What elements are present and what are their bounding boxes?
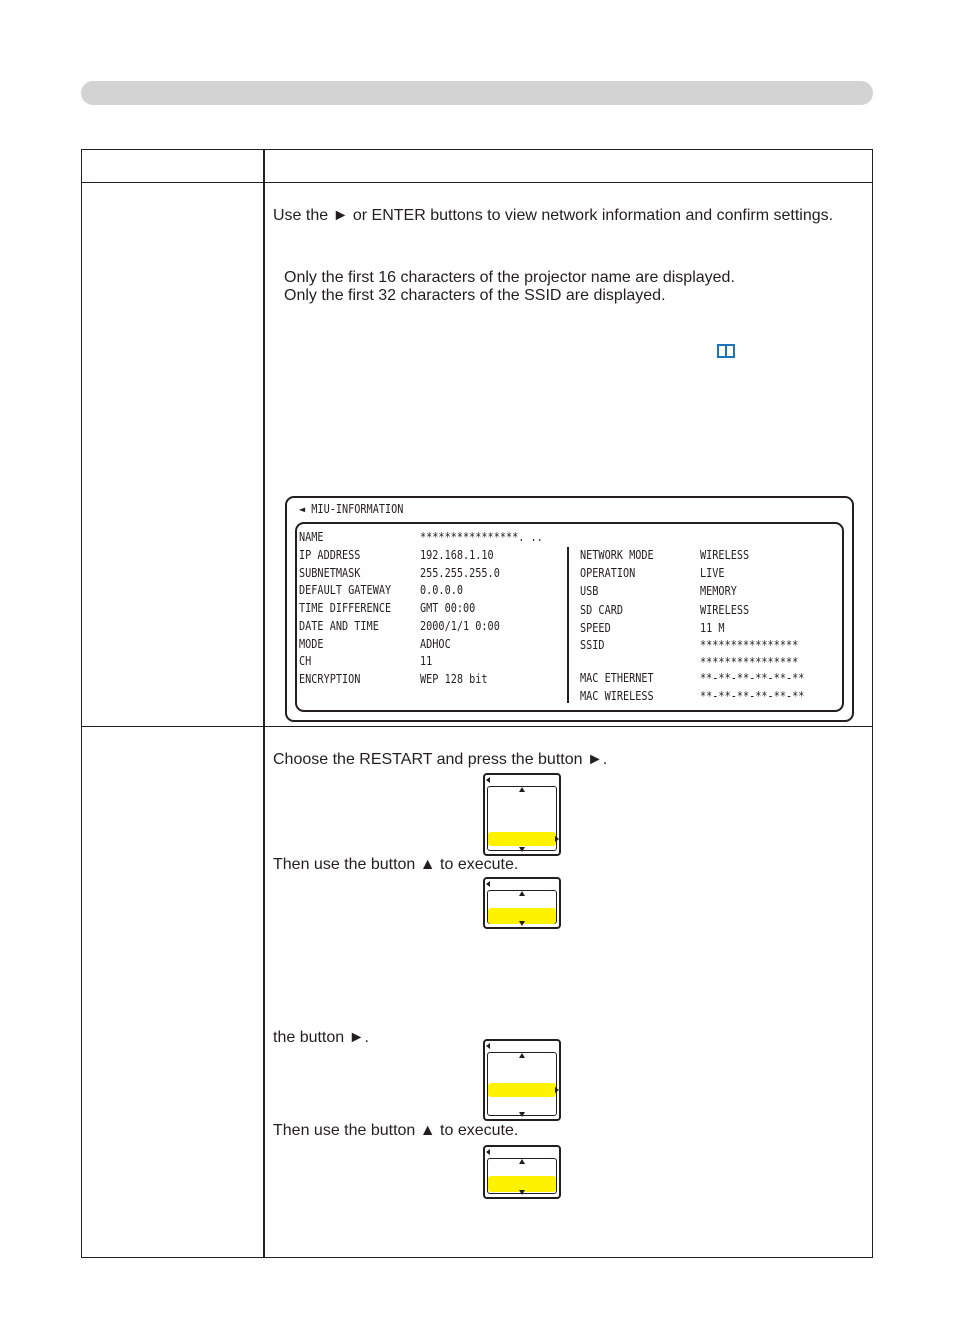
- osd-value: **-**-**-**-**-**: [700, 689, 805, 703]
- osd-label: DATE AND TIME: [299, 619, 379, 633]
- osd-value: WIRELESS: [700, 603, 750, 617]
- osd-label: MAC ETHERNET: [580, 671, 654, 685]
- osd-value: ****************: [700, 638, 799, 652]
- reset-step2-text: Then use the button ▲ to execute.: [273, 1122, 519, 1139]
- reset-execute-thumbnail: [483, 1145, 561, 1199]
- factory-reset-step-text: the button ►.: [273, 1029, 369, 1046]
- osd-value: ****************: [700, 655, 799, 669]
- arrow-down-icon: [519, 847, 525, 852]
- osd-title: ◄ MIU-INFORMATION: [299, 502, 404, 516]
- restart-step1-text: Choose the RESTART and press the button ►.: [273, 751, 608, 768]
- restart-execute-thumbnail: [483, 877, 561, 929]
- osd-label: OPERATION: [580, 566, 636, 580]
- osd-label: NETWORK MODE: [580, 548, 654, 562]
- osd-value: GMT 00:00: [420, 601, 476, 615]
- osd-value: 0.0.0.0: [420, 583, 463, 597]
- arrow-left-icon: [486, 1043, 490, 1049]
- osd-value: LIVE: [700, 566, 725, 580]
- osd-label: ENCRYPTION: [299, 672, 361, 686]
- osd-label: SD CARD: [580, 603, 623, 617]
- arrow-down-icon: [519, 1112, 525, 1117]
- osd-label: USB: [580, 584, 599, 598]
- arrow-down-icon: [519, 1190, 525, 1195]
- arrow-left-icon: [486, 881, 490, 887]
- arrow-up-icon: [519, 891, 525, 896]
- osd-value: WIRELESS: [700, 548, 750, 562]
- table-header-divider: [81, 182, 873, 183]
- restart-step2-text: Then use the button ▲ to execute.: [273, 856, 519, 873]
- osd-label: TIME DIFFERENCE: [299, 601, 392, 615]
- osd-value: ADHOC: [420, 637, 451, 651]
- book-icon: [716, 343, 736, 359]
- reset-menu-thumbnail: [483, 1039, 561, 1121]
- osd-value: 192.168.1.10: [420, 548, 494, 562]
- osd-label: NAME: [299, 530, 324, 544]
- osd-value: 11: [420, 654, 433, 668]
- arrow-down-icon: [519, 921, 525, 926]
- osd-value: 2000/1/1 0:00: [420, 619, 500, 633]
- osd-label: MAC WIRELESS: [580, 689, 654, 703]
- osd-label: SUBNETMASK: [299, 566, 361, 580]
- osd-label: IP ADDRESS: [299, 548, 361, 562]
- osd-value: **-**-**-**-**-**: [700, 671, 805, 685]
- arrow-up-icon: [519, 1053, 525, 1058]
- osd-label: SSID: [580, 638, 605, 652]
- osd-label: DEFAULT GATEWAY: [299, 583, 392, 597]
- osd-value: ****************. ..: [420, 530, 543, 544]
- osd-value: MEMORY: [700, 584, 737, 598]
- osd-value: 255.255.255.0: [420, 566, 500, 580]
- arrow-right-icon: [555, 836, 559, 842]
- arrow-right-icon: [555, 1087, 559, 1093]
- osd-label: MODE: [299, 637, 324, 651]
- osd-label: CH: [299, 654, 312, 668]
- arrow-up-icon: [519, 1159, 525, 1164]
- reset-highlight: [488, 1083, 556, 1097]
- table-row-divider: [81, 726, 873, 727]
- table-column-divider: [263, 149, 265, 1258]
- osd-value: WEP 128 bit: [420, 672, 488, 686]
- osd-value: 11 M: [700, 621, 725, 635]
- info-note-name: Only the first 16 characters of the projector name are displayed.: [284, 269, 735, 286]
- info-intro-text: Use the ► or ENTER buttons to view network information and confirm settings.: [273, 207, 834, 224]
- arrow-left-icon: [486, 777, 490, 783]
- osd-column-separator: [567, 547, 569, 703]
- restart-menu-thumbnail: [483, 773, 561, 856]
- arrow-left-icon: [486, 1149, 490, 1155]
- restart-highlight: [488, 832, 556, 846]
- osd-label: SPEED: [580, 621, 611, 635]
- section-title-bar: [81, 81, 873, 105]
- info-note-ssid: Only the first 32 characters of the SSID are displayed.: [284, 287, 666, 304]
- arrow-up-icon: [519, 787, 525, 792]
